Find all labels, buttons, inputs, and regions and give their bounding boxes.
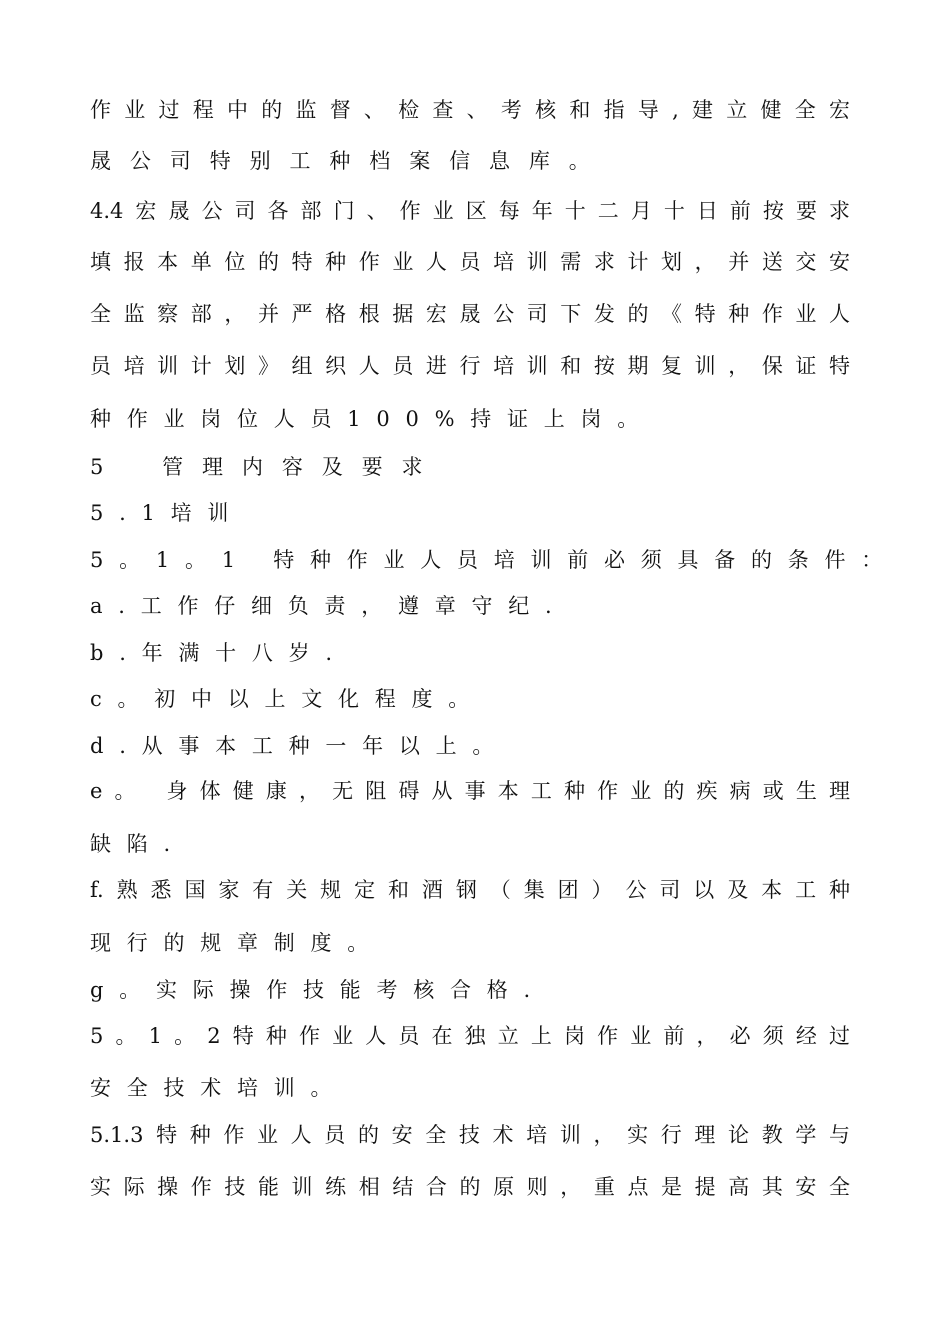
subsection-heading: 5.1培训 xyxy=(90,501,245,525)
text-line: 晟公司特别工种档案信息库。 xyxy=(90,149,609,173)
text-line: 5。1。1 特种作业人员培训前必须具备的条件： xyxy=(90,548,899,572)
list-item: g。实际操作技能考核合格. xyxy=(90,978,546,1002)
section-heading: 5 管理内容及要求 xyxy=(90,455,442,479)
text-line: 安全技术培训。 xyxy=(90,1076,348,1100)
text-line: 5。1。2特种作业人员在独立上岗作业前，必须经过 xyxy=(90,1024,850,1048)
list-item: f.熟悉国家有关规定和酒钢（集团）公司以及本工种 xyxy=(90,878,850,902)
text-line: 员培训计划》组织人员进行培训和按期复训，保证特 xyxy=(90,354,850,378)
text-line: 4.4宏晟公司各部门、作业区每年十二月十日前按要求 xyxy=(90,199,850,223)
list-item: b.年满十八岁. xyxy=(90,641,348,665)
text-line: 实际操作技能训练相结合的原则，重点是提高其安全 xyxy=(90,1175,850,1199)
list-item-continuation: 缺陷. xyxy=(90,832,186,856)
list-item: c。初中以上文化程度。 xyxy=(90,687,486,711)
list-item: a.工作仔细负责，遵章守纪. xyxy=(90,594,568,618)
list-item-continuation: 现行的规章制度。 xyxy=(90,931,384,955)
text-line: 5.1.3特种作业人员的安全技术培训，实行理论教学与 xyxy=(90,1123,850,1147)
list-item: e。 身体健康，无阻碍从事本工种作业的疾病或生理 xyxy=(90,779,850,803)
list-item: d.从事本工种一年以上。 xyxy=(90,734,510,758)
text-line: 全监察部，并严格根据宏晟公司下发的《特种作业人 xyxy=(90,302,850,326)
text-line: 填报本单位的特种作业人员培训需求计划，并送交安 xyxy=(90,250,850,274)
text-line: 种作业岗位人员100%持证上岗。 xyxy=(90,407,655,431)
text-line: 作业过程中的监督、检查、考核和指导,建立健全宏 xyxy=(90,98,850,122)
